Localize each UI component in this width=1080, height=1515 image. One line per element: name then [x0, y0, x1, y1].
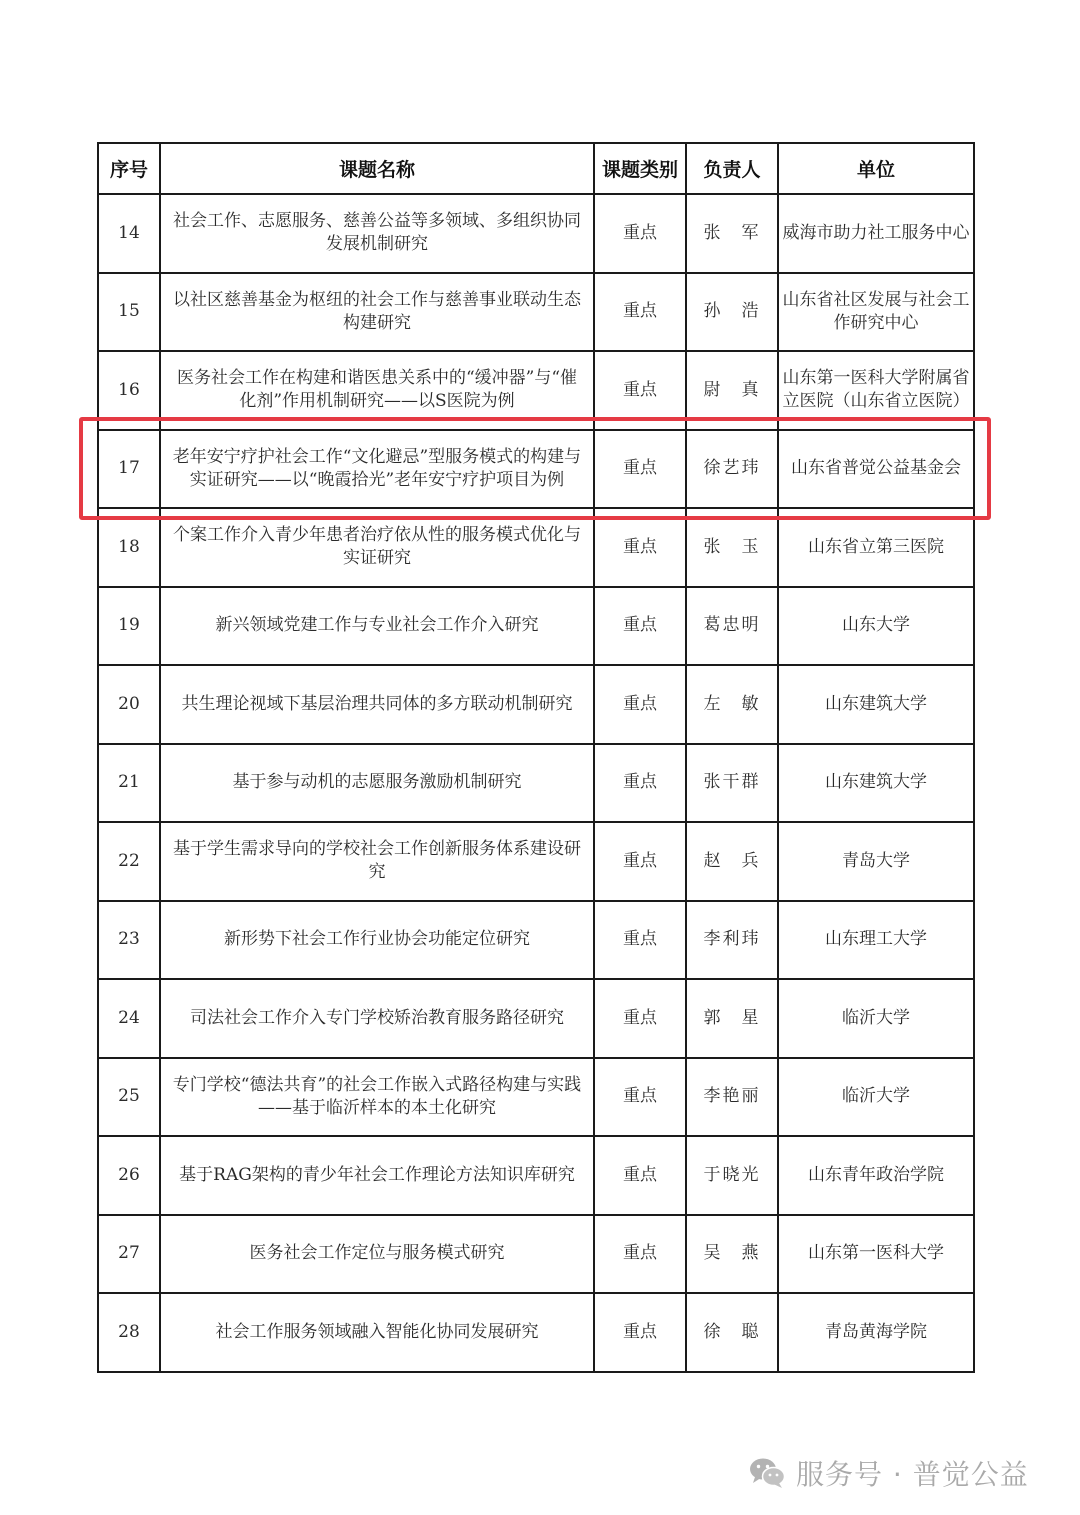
row-number: 27	[118, 1243, 140, 1264]
row-number-cell	[98, 508, 160, 587]
row-category: 重点	[623, 693, 657, 714]
row-unit: 山东大学	[842, 615, 910, 636]
row-unit-cell	[778, 1136, 974, 1215]
row-category: 重点	[623, 458, 657, 479]
table-row	[98, 430, 974, 509]
row-unit: 青岛大学	[842, 850, 910, 871]
header-category: 课题类别	[594, 143, 686, 194]
row-leader-cell	[686, 901, 778, 980]
row-category-cell	[594, 822, 686, 901]
row-title-cell	[160, 744, 594, 823]
row-title: 医务社会工作在构建和谐医患关系中的“缓冲器”与“催化剂”作用机制研究——以S医院为例	[176, 368, 578, 412]
table-row	[98, 194, 974, 273]
row-number: 22	[118, 850, 140, 871]
row-leader-cell	[686, 273, 778, 352]
watermark	[748, 1452, 1029, 1494]
row-leader: 李利玮	[703, 929, 761, 950]
row-category: 重点	[623, 379, 657, 400]
row-leader: 葛忠明	[703, 615, 761, 636]
row-unit: 山东省普觉公益基金会	[791, 458, 961, 479]
row-title-cell	[160, 508, 594, 587]
row-number: 17	[118, 458, 140, 479]
row-unit-cell	[778, 1058, 974, 1137]
row-leader-cell	[686, 1136, 778, 1215]
row-leader-cell	[686, 1058, 778, 1137]
row-unit: 山东理工大学	[825, 929, 927, 950]
row-title-cell	[160, 1293, 594, 1372]
row-leader-cell	[686, 1215, 778, 1294]
table-row	[98, 744, 974, 823]
row-leader-cell	[686, 508, 778, 587]
row-title: 新形势下社会工作行业协会功能定位研究	[224, 929, 530, 950]
row-leader: 赵 兵	[703, 850, 761, 871]
watermark-text: 服务号 · 普觉公益	[796, 1458, 1029, 1491]
row-title-cell	[160, 1136, 594, 1215]
table-row	[98, 508, 974, 587]
row-title-cell	[160, 273, 594, 352]
row-title-cell	[160, 822, 594, 901]
row-title: 个案工作介入青少年患者治疗依从性的服务模式优化与实证研究	[173, 525, 581, 569]
table-row	[98, 822, 974, 901]
row-title: 医务社会工作定位与服务模式研究	[249, 1243, 505, 1264]
row-leader: 于晓光	[703, 1164, 761, 1185]
row-unit-cell	[778, 979, 974, 1058]
row-number: 23	[118, 929, 140, 950]
row-category-cell	[594, 1058, 686, 1137]
row-title-cell	[160, 901, 594, 980]
row-unit-cell	[778, 744, 974, 823]
row-unit-cell	[778, 1293, 974, 1372]
row-category-cell	[594, 665, 686, 744]
row-unit-cell	[778, 822, 974, 901]
row-category-cell	[594, 430, 686, 509]
row-title: 社会工作、志愿服务、慈善公益等多领域、多组织协同发展机制研究	[173, 211, 581, 255]
row-title: 新兴领域党建工作与专业社会工作介入研究	[215, 615, 539, 636]
row-unit-cell	[778, 273, 974, 352]
row-number: 25	[118, 1086, 140, 1107]
row-category-cell	[594, 351, 686, 430]
row-category: 重点	[623, 301, 657, 322]
row-number: 19	[118, 615, 140, 636]
row-title: 基于参与动机的志愿服务激励机制研究	[232, 772, 522, 793]
row-category: 重点	[623, 1321, 657, 1342]
row-category-cell	[594, 587, 686, 666]
row-category: 重点	[623, 1086, 657, 1107]
row-unit-cell	[778, 508, 974, 587]
row-unit: 山东第一医科大学	[808, 1243, 944, 1264]
table-row	[98, 665, 974, 744]
row-leader: 张 玉	[703, 536, 761, 557]
row-title: 社会工作服务领域融入智能化协同发展研究	[215, 1321, 539, 1342]
row-title: 共生理论视域下基层治理共同体的多方联动机制研究	[181, 693, 573, 714]
row-category-cell	[594, 1215, 686, 1294]
header-number: 序号	[98, 143, 160, 194]
row-number: 14	[118, 222, 140, 243]
row-unit-cell	[778, 430, 974, 509]
row-leader-cell	[686, 587, 778, 666]
header-unit: 单位	[778, 143, 974, 194]
row-title-cell	[160, 194, 594, 273]
row-unit-cell	[778, 194, 974, 273]
row-number: 18	[118, 536, 140, 557]
row-category-cell	[594, 273, 686, 352]
row-title: 基于学生需求导向的学校社会工作创新服务体系建设研究	[173, 839, 581, 883]
row-leader-cell	[686, 1293, 778, 1372]
row-category: 重点	[623, 850, 657, 871]
row-unit: 临沂大学	[842, 1007, 910, 1028]
row-category: 重点	[623, 1243, 657, 1264]
row-leader-cell	[686, 822, 778, 901]
row-category: 重点	[623, 222, 657, 243]
row-unit-cell	[778, 665, 974, 744]
table-body	[98, 194, 974, 1372]
row-unit-cell	[778, 901, 974, 980]
row-title-cell	[160, 979, 594, 1058]
row-category-cell	[594, 979, 686, 1058]
row-number-cell	[98, 901, 160, 980]
table-row	[98, 351, 974, 430]
row-number: 24	[118, 1007, 140, 1028]
row-leader-cell	[686, 351, 778, 430]
row-category: 重点	[623, 615, 657, 636]
row-number: 26	[118, 1164, 140, 1185]
row-unit: 青岛黄海学院	[825, 1321, 927, 1342]
row-number: 28	[118, 1321, 140, 1342]
table-header	[98, 143, 974, 194]
row-unit: 山东青年政治学院	[808, 1164, 944, 1185]
row-unit: 山东第一医科大学附属省立医院（山东省立医院）	[782, 368, 970, 412]
row-leader: 尉 真	[703, 379, 761, 400]
row-number-cell	[98, 587, 160, 666]
row-number-cell	[98, 351, 160, 430]
row-leader: 郭 星	[703, 1007, 761, 1028]
row-unit-cell	[778, 351, 974, 430]
row-title: 老年安宁疗护社会工作“文化避忌”型服务模式的构建与实证研究——以“晚霞拾光”老年安宁疗护项目为例	[172, 446, 582, 490]
table-row	[98, 901, 974, 980]
row-unit: 威海市助力社工服务中心	[782, 222, 970, 243]
row-unit: 山东建筑大学	[825, 772, 927, 793]
row-number: 21	[118, 772, 140, 793]
row-leader: 吴 燕	[703, 1243, 761, 1264]
row-leader: 孙 浩	[703, 301, 761, 322]
table-row	[98, 273, 974, 352]
row-title: 司法社会工作介入专门学校矫治教育服务路径研究	[190, 1007, 564, 1028]
row-leader-cell	[686, 979, 778, 1058]
row-leader-cell	[686, 744, 778, 823]
row-number-cell	[98, 194, 160, 273]
row-leader: 张干群	[703, 772, 761, 793]
row-title-cell	[160, 1058, 594, 1137]
row-unit: 山东省社区发展与社会工作研究中心	[782, 289, 970, 333]
row-number: 15	[118, 301, 140, 322]
row-leader: 李艳丽	[703, 1086, 761, 1107]
row-number-cell	[98, 744, 160, 823]
project-list-table	[97, 142, 975, 1373]
row-unit-cell	[778, 1215, 974, 1294]
row-number-cell	[98, 979, 160, 1058]
row-category-cell	[594, 744, 686, 823]
table-row	[98, 1215, 974, 1294]
row-category-cell	[594, 1136, 686, 1215]
table-row	[98, 1293, 974, 1372]
row-title-cell	[160, 665, 594, 744]
row-category: 重点	[623, 536, 657, 557]
row-number: 20	[118, 693, 140, 714]
row-unit: 山东省立第三医院	[808, 536, 944, 557]
table-row	[98, 587, 974, 666]
row-leader: 徐 聪	[703, 1321, 761, 1342]
row-leader-cell	[686, 194, 778, 273]
row-category-cell	[594, 1293, 686, 1372]
table-row	[98, 979, 974, 1058]
row-number-cell	[98, 1136, 160, 1215]
row-unit: 山东建筑大学	[825, 693, 927, 714]
row-title: 专门学校“德法共育”的社会工作嵌入式路径构建与实践——基于临沂样本的本土化研究	[172, 1074, 582, 1118]
row-number-cell	[98, 1215, 160, 1294]
header-row	[98, 143, 974, 194]
wechat-icon	[748, 1456, 786, 1490]
row-title-cell	[160, 587, 594, 666]
row-number-cell	[98, 665, 160, 744]
row-unit-cell	[778, 587, 974, 666]
row-category: 重点	[623, 1007, 657, 1028]
header-title: 课题名称	[160, 143, 594, 194]
row-title: 以社区慈善基金为枢纽的社会工作与慈善事业联动生态构建研究	[173, 289, 581, 333]
row-number-cell	[98, 1058, 160, 1137]
row-title-cell	[160, 351, 594, 430]
row-title: 基于RAG架构的青少年社会工作理论方法知识库研究	[179, 1164, 575, 1185]
row-category-cell	[594, 194, 686, 273]
table-row	[98, 1058, 974, 1137]
row-category: 重点	[623, 772, 657, 793]
row-category: 重点	[623, 929, 657, 950]
row-leader: 左 敏	[703, 693, 761, 714]
row-number-cell	[98, 1293, 160, 1372]
row-leader: 张 军	[703, 222, 761, 243]
row-number-cell	[98, 430, 160, 509]
row-leader-cell	[686, 430, 778, 509]
row-number-cell	[98, 273, 160, 352]
table-row	[98, 1136, 974, 1215]
header-leader: 负责人	[686, 143, 778, 194]
row-category-cell	[594, 508, 686, 587]
row-leader: 徐艺玮	[703, 458, 761, 479]
row-category: 重点	[623, 1164, 657, 1185]
row-number-cell	[98, 822, 160, 901]
row-category-cell	[594, 901, 686, 980]
row-leader-cell	[686, 665, 778, 744]
row-title-cell	[160, 430, 594, 509]
row-unit: 临沂大学	[842, 1086, 910, 1107]
row-title-cell	[160, 1215, 594, 1294]
row-number: 16	[118, 379, 140, 400]
